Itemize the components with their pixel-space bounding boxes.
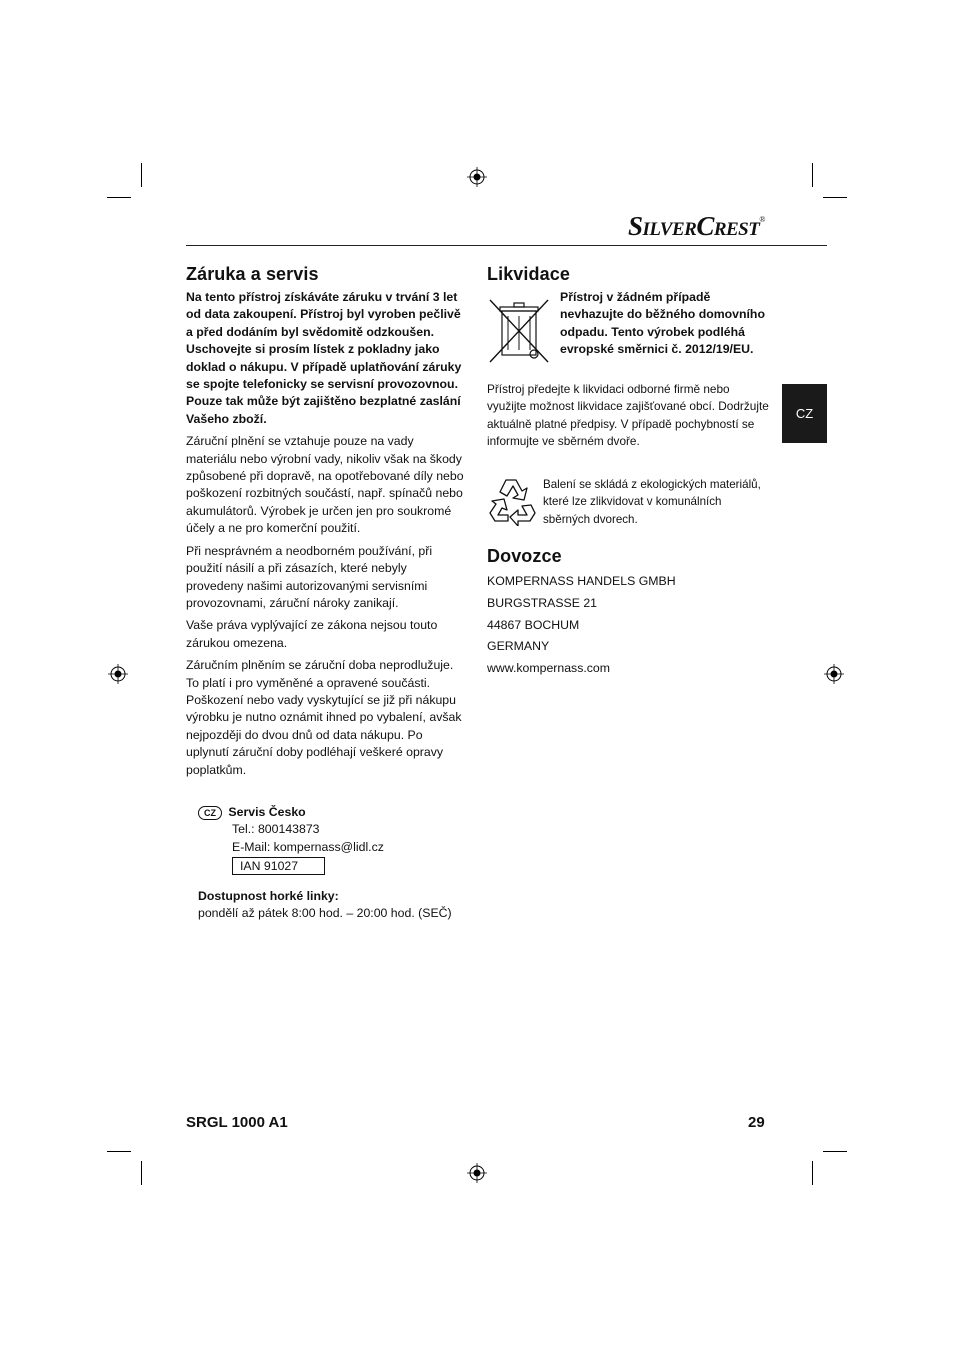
country-badge: CZ: [198, 806, 222, 820]
language-tab: CZ: [782, 384, 827, 443]
service-block: [198, 804, 478, 922]
header-rule: [186, 245, 827, 246]
brand-logo: SilverCrest®: [628, 211, 765, 241]
importer-line: KOMPERNASS HANDELS GMBH: [487, 574, 676, 588]
importer-line: 44867 BOCHUM: [487, 617, 580, 632]
warranty-title: Záruka a servis: [186, 264, 319, 284]
importer-address: [487, 571, 767, 680]
crop-mark: [141, 1161, 142, 1185]
warranty-paragraph: Záruční plnění se vztahuje pouze na vady materiálu nebo výrobní vady, nikoliv však na škody způsobené při dopravě, na opotřebované díly nebo poškození rozbitných součástí, např. spínačů nebo akumulátorů. Výrobek je určen jen pro soukromé účely a ne pro komerční použití.: [186, 434, 464, 536]
warranty-paragraph: Při nesprávném a neodborném používání, při použití násilí a při zásazích, které nebyly provedeny našimi autorizovanými servisními provozovnami, záruční nároky zanikají.: [186, 543, 433, 610]
ian-box: IAN 91027: [232, 857, 325, 875]
service-phone: Tel.: 800143873: [232, 822, 320, 837]
page-number: 29: [748, 1114, 765, 1131]
registration-mark-icon: [108, 664, 128, 684]
crop-mark: [823, 197, 847, 198]
registration-mark-icon: [467, 167, 487, 187]
model-number: SRGL 1000 A1: [186, 1114, 288, 1131]
warranty-paragraph: Na tento přístroj získáváte záruku v trvání 3 let od data zakoupení. Přístroj byl vyroben pečlivě a před dodáním byl svědomitě odzkoušen. Uschovejte si prosím lístek z pokladny jako doklad o nákupu. V případě uplatňování záruky se spojte telefonicky se servisní provozovnou. Pouze tak může být zajištěno bezplatné zaslání Vašeho zboží.: [186, 290, 462, 426]
disposal-warning: Přístroj v žádném případě nevhazujte do běžného domovního odpadu. Tento výrobek podléhá evropské směrnici č. 2012/19/EU.: [560, 290, 765, 357]
registration-mark-icon: [467, 1163, 487, 1183]
recycle-icon: [487, 474, 539, 526]
importer-line: BURGSTRASSE 21: [487, 595, 598, 610]
crop-mark: [812, 1161, 813, 1185]
service-email: E-Mail: kompernass@lidl.cz: [232, 839, 384, 854]
disposal-title: Likvidace: [487, 264, 570, 284]
disposal-text: Přístroj předejte k likvidaci odborné firmě nebo využijte možnost likvidace zajišťované obcí. Dodržujte aktuálně platné předpisy. V případě pochybností se informujte ve sběrném dvoře.: [487, 382, 769, 449]
packaging-text: Balení se skládá z ekologických materiálů, které lze zlikvidovat v komunálních sběrných dvorech.: [543, 478, 761, 526]
service-name: Servis Česko: [228, 805, 306, 819]
warranty-body: [186, 289, 465, 784]
crossed-bin-icon: [488, 296, 550, 366]
crop-mark: [107, 197, 131, 198]
crop-mark: [823, 1151, 847, 1152]
crop-mark: [141, 163, 142, 187]
warranty-paragraph: Vaše práva vyplývající ze zákona nejsou touto zárukou omezena.: [186, 618, 438, 650]
importer-website: www.kompernass.com: [487, 661, 611, 676]
registration-mark-icon: [824, 664, 844, 684]
crop-mark: [812, 163, 813, 187]
warranty-paragraph: Záručním plněním se záruční doba neprodlužuje. To platí i pro vyměněné a opravené součásti. Poškození nebo vady vyskytující se již při nákupu výrobku je nutno oznámit ihned po vybalení, avšak nejpozději do dvou dnů od data nákupu. Po uplynutí záruční doby podléhají veškeré opravy poplatkům.: [186, 658, 462, 777]
hotline-hours: pondělí až pátek 8:00 hod. – 20:00 hod. (SEČ): [198, 906, 452, 921]
importer-title: Dovozce: [487, 546, 562, 566]
hotline-title: Dostupnost horké linky:: [198, 888, 339, 903]
importer-line: GERMANY: [487, 639, 550, 654]
crop-mark: [107, 1151, 131, 1152]
